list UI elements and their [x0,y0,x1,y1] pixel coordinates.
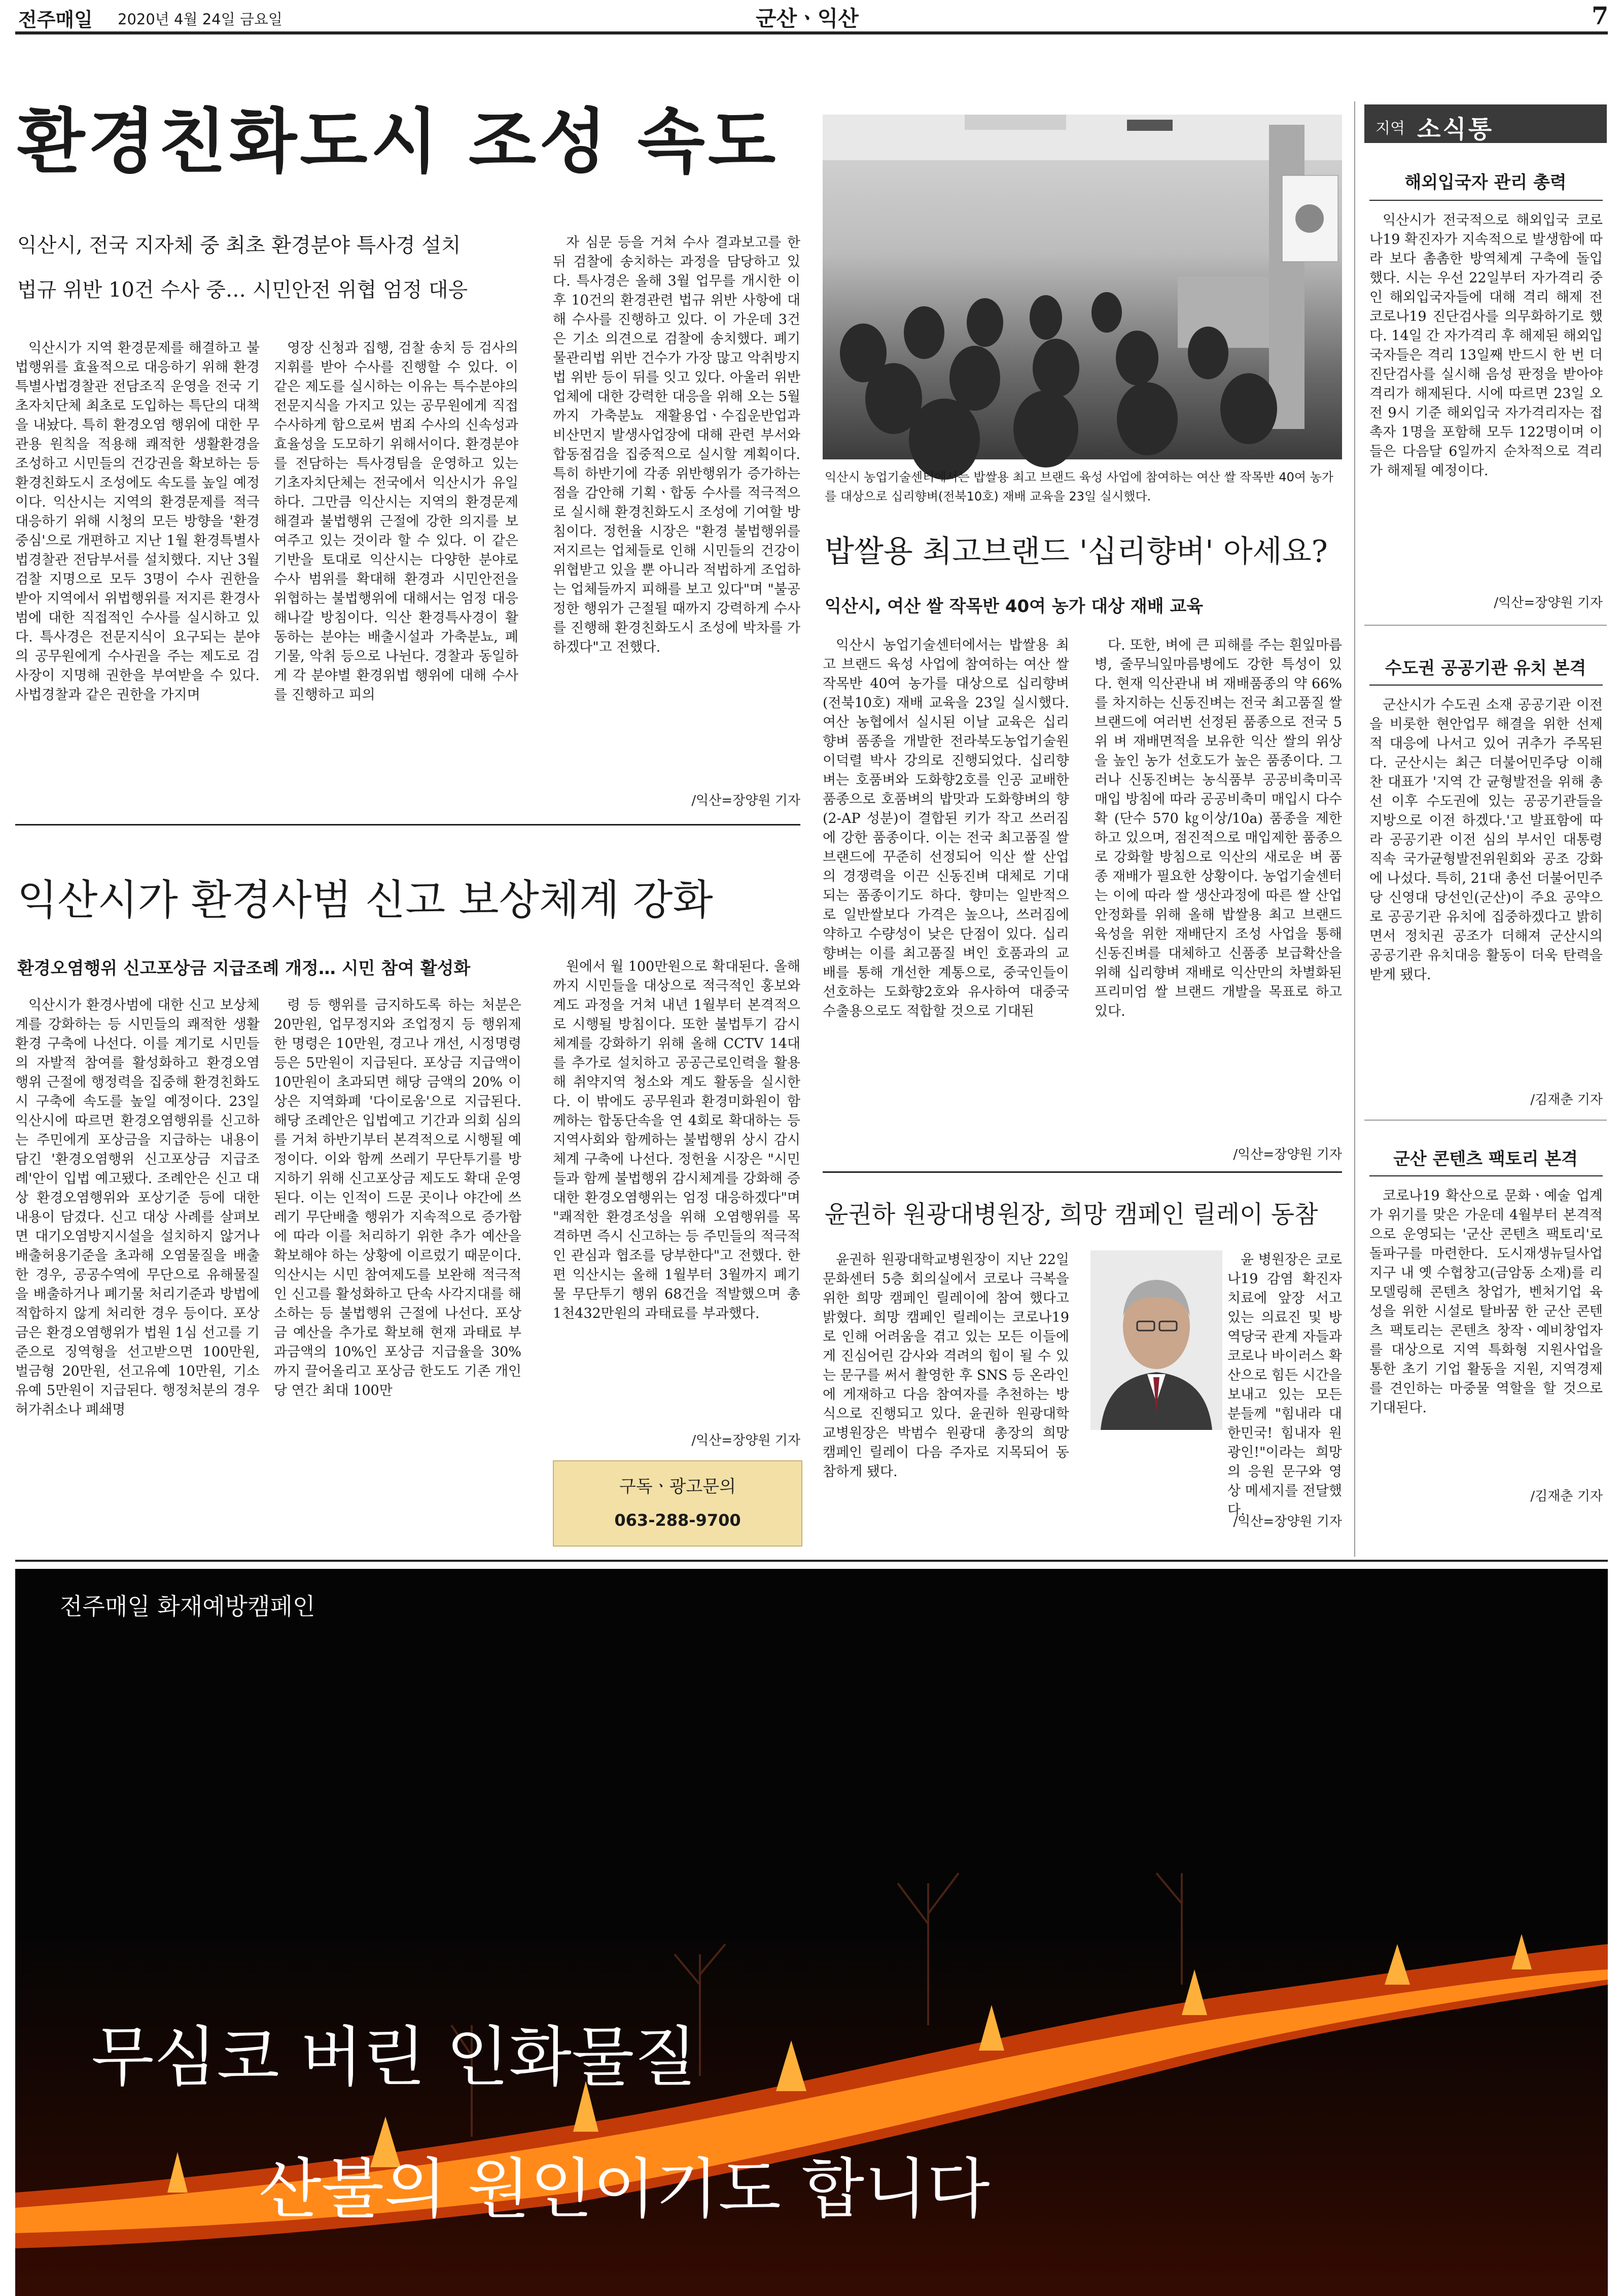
article1-text-2: 영장 신청과 집행, 검찰 송치 등 검사의 지휘를 받아 수사를 진행할 수 있다. 이 같은 제도를 실시하는 이유는 특수분야의 전문지식을 가지고 있는 공무원에게 직접 수사하게 함으로써 범죄 수사의 신속성과 효율성을 도모하기 위해서이다. 환경분야를 전담하는 특사경팀을 운영하고 있는 기초자치단체는 전국에서 익산시가 유일하다. 그만큼 익산시는 지역의 환경문제 해결과 불법행위 근절에 강한 의지를 보여주고 있는 것이라 할 수 있다. 이 같은 기반을 토대로 익산시는 다양한 분야로 수사 범위를 확대해 환경과 시민안전을 위협하는 불법행위에 대해서는 엄정 대응해나갈 방침이다. 익산 환경특사경이 활동하는 분야는 배출시설과 가축분뇨, 폐기물, 악취 등으로 나뉜다. 경찰과 동일하게 각 분야별 환경위법 행위에 대해 수사를 진행하고 피의 [274,340,518,703]
sidebar-kicker: 지역 [1376,120,1405,137]
article1-bottom-rule [15,824,800,826]
article3-column-2 [274,996,521,1560]
article2-subheadline: 익산시, 여산 쌀 작목반 40여 농가 대상 재배 교육 [825,596,1204,617]
sidebar-item-2-headline: 수도권 공공기관 유치 본격 [1385,658,1586,678]
article4-text-1: 윤권하 원광대학교병원장이 지난 22일 문화센터 5층 회의실에서 코로나 극복을 위한 희망 캠페인 릴레이에 참여 했다고 밝혔다. 희망 캠페인 릴레이는 코로나19로 인해 어려움을 겪고 있는 모든 이들에게 진심어린 감사와 격려의 힘이 될 수 있는 문구를 써서 촬영한 후 SNS 등 온라인에 게재하고 다음 참여자를 추천하는 방식으로 진행되고 있다. 윤권하 원광대학교병원장은 박범수 원광대 총장의 희망 캠페인 릴레이 다음 주자로 지목되어 동참하게 됐다. [823,1252,1069,1480]
article1-column-2 [274,339,518,815]
masthead-section: 군산ㆍ익산 [756,6,859,31]
article3-subheadline: 환경오염행위 신고포상금 지급조례 개정… 시민 참여 활성화 [17,958,471,979]
article3-headline: 익산시가 환경사범 신고 보상체계 강화 [17,876,713,924]
article1-text-3: 자 심문 등을 거쳐 수사 결과보고를 한 뒤 검찰에 송치하는 과정을 담당하고 있다. 특사경은 올해 3월 업무를 개시한 이후 10건의 환경관련 법규 위반 사항에 대해 수사를 진행하고 있다. 이 가운데 3건은 기소 의견으로 검찰에 송치했다. 폐기물관리법 위반 건수가 가장 많고 악취방지법 위반 등이 뒤를 잇고 있다. 아울러 위반 업체에 대한 강력한 대응을 위해 오는 5월까지 가축분뇨 재활용업ㆍ수집운반업과 비산먼지 발생사업장에 대해 관련 부서와 합동점검을 집중적으로 실시할 계획이다. 특히 하반기에 각종 위반행위가 증가하는 점을 감안해 기획ㆍ합동 수사를 적극적으로 실시해 환경친화도시 조성에 기여할 방침이다. 정헌율 시장은 "환경 불법행위를 저지르는 업체들로 인해 시민들의 건강이 위협받고 있을 뿐 아니라 적법하게 조업하는 업체들까지 피해를 보고 있다"며 "불공정한 행위가 근절될 때까지 강력하게 수사를 진행해 환경친화도시 조성에 박차를 가하겠다"고 전했다. [553,235,800,655]
sidebar-item-3-body [1369,1187,1603,1501]
article2-bottom-rule [823,1171,1342,1173]
article1-subheadline-1: 익산시, 전국 지자체 중 최초 환경분야 특사경 설치 [17,234,461,257]
article2-text-2: 다. 또한, 벼에 큰 피해를 주는 흰잎마름병, 줄무늬잎마름병에도 강한 특성이 있다. 현재 익산관내 벼 재배품종의 약 66%를 차지하는 신동진벼는 전국 최고품질 쌀 브랜드에 여러번 선정된 품종으로 전국 5위 벼 재배면적을 보유한 익산 쌀의 위상을 높인 농가 선호도가 높은 품종이다. 그러나 신동진벼는 농식품부 공공비축미곡 매입 방침에 따라 공공비축미 매입시 다수확 (단수 570 ㎏이상/10a) 품종을 제한하고 있으며, 점진적으로 매입제한 품종으로 강화할 방침으로 익산의 새로운 벼 품종 재배가 필요한 상황이다. 농업기술센터는 이에 따라 쌀 생산과정에 따른 쌀 산업 안정화를 위해 올해 밥쌀용 최고 브랜드 육성을 위한 재배단지 조성 사업을 통해 신동진벼를 대체하고 신품종 보급확산을 위해 십리향벼 재배로 익산만의 차별화된 프리미엄 쌀 브랜드 개발을 목표로 하고 있다. [1095,637,1342,1019]
sidebar-divider [1354,101,1355,1557]
sidebar-item-2-text: 군산시가 수도권 소재 공공기관 이전을 비롯한 현안업무 해결을 위한 선제적 대응에 나서고 있어 귀추가 주목된다. 군산시는 최근 더불어민주당 이해찬 대표가 '지역 간 균형발전을 위해 총선 이후 수도권에 있는 공공기관들을 지방으로 이전 하겠다.'고 발표함에 따라 공공기관 이전 심의 부서인 대통령직속 국가균형발전위원회와 공조 강화에 나섰다. 특히, 21대 총선 더불어민주당 신영대 당선인(군산)이 주요 공약으로 공공기관 유치에 집중하겠다고 밝히면서 정치권 공조가 더해져 군산시의 공공기관 유치대응 활동이 더욱 탄력을 받게 됐다. [1369,697,1603,983]
article2-column-2 [1095,636,1342,1143]
sidebar-item-2-byline: /김재춘 기자 [1530,1092,1603,1107]
sidebar-item-3-text: 코로나19 확산으로 문화ㆍ예술 업계가 위기를 맞은 가운데 4월부터 본격적으로 운영되는 '군산 콘텐츠 팩토리'로 돌파구를 마련한다. 도시재생뉴딜사업 지구 내 옛 수협창고(금암동 소재)를 리모델링해 콘텐츠 창업가, 벤처기업 육성을 위한 시설로 탈바꿈 한 군산 콘텐츠 팩토리는 콘텐츠 창작ㆍ예비창업자를 대상으로 지역 특화형 지원사업을 통한 초기 기업 활동을 지원, 지역경제를 견인하는 마중물 역할을 할 것으로 기대된다. [1369,1188,1603,1416]
article3-column-3 [553,957,800,1444]
article3-text-3: 원에서 월 100만원으로 확대된다. 올해까지 시민들을 대상으로 적극적인 홍보와 계도 과정을 거쳐 내년 1월부터 본격적으로 시행될 방침이다. 또한 불법투기 감시체계를 강화하기 위해 올해 CCTV 14대를 추가로 설치하고 공공근로인력을 활용해 취약지역 청소와 계도 활동을 실시한다. 이 밖에도 공무원과 환경미화원이 함께하는 합동단속을 연 4회로 확대하는 등 지역사회와 함께하는 불법행위 상시 감시체계 구축에 나선다. 정헌율 시장은 "시민들과 함께 불법행위 감시체계를 강화해 증대한 환경오염행위는 엄정 대응하겠다"며 "쾌적한 환경조성을 위해 오염행위를 목격하면 즉시 신고하는 등 주민들의 적극적인 관심과 협조를 당부한다"고 전했다. 한편 익산시는 올해 1월부터 3월까지 폐기물 무단투기 행위 68건을 적발했으며 총 1천432만원의 과태료를 부과했다. [553,959,800,1321]
sidebar-item-2-body [1369,696,1603,1096]
article4-column-1 [823,1250,1069,1534]
article3-text-2: 령 등 행위를 금지하도록 하는 처분은 20만원, 업무정지와 조업정지 등 행위제한 명령은 10만원, 경고나 개선, 시정명령 등은 5만원이 지급된다. 포상금 지급액이 10만원이 초과되면 해당 금액의 20% 이상은 지역화폐 '다이로움'으로 지급된다. 해당 조례안은 입법예고 기간과 의회 심의를 거쳐 하반기부터 본격적으로 시행될 예정이다. 이와 함께 쓰레기 무단투기를 방지하기 위해 신고포상금 제도도 확대 운영된다. 이는 인적이 드문 곳이나 야간에 쓰레기 무단배출 행위가 지속적으로 증가함에 따라 이를 처리하기 위한 추가 예산을 확보해야 하는 상황에 이르렀기 때문이다. 익산시는 시민 참여제도를 보완해 적극적인 신고를 활성화하고 단속 사각지대를 해소하는 등 불법행위 근절에 나선다. 포상금 예산을 추가로 확보해 현재 과태료 부과금액의 10%인 포상금 지급율을 30%까지 끌어올리고 포상금 한도도 기존 개인 당 연간 최대 100만 [274,997,521,1398]
article1-column-3 [553,233,800,806]
sidebar-item-3-byline: /김재춘 기자 [1530,1489,1603,1504]
fire-campaign-line-2: 산불의 원인이기도 합니다 [259,2151,990,2227]
fire-campaign-banner [15,1569,1608,2296]
article1-subheadline-2: 법규 위반 10건 수사 중… 시민안전 위협 엄정 대응 [17,278,468,302]
article3-text-1: 익산시가 환경사범에 대한 신고 보상체계를 강화하는 등 시민들의 쾌적한 생활환경 구축에 나선다. 이를 계기로 시민들의 자발적 참여를 활성화하고 환경오염 행위 근절에 행정력을 집중해 환경친화도시 구축에 속도를 높일 예정이다. 23일 익산시에 따르면 환경오염행위를 신고하는 주민에게 포상금을 지급하는 내용이 담긴 '환경오염행위 신고포상금 지급조례'안이 입법 예고됐다. 조례안은 신고 대상 환경오염행위와 포상기준 등에 대한 내용이 담겼다. 신고 대상 사례를 살펴보면 대기오염방지시설을 설치하지 않거나 배출허용기준을 초과해 오염물질을 배출한 경우, 공공수역에 무단으로 유해물질을 배출하거나 폐기물 처리기준과 방법에 적합하지 않게 처리한 경우 등이다. 포상금은 환경오염행위가 법원 1심 선고를 기준으로 징역형을 선고받으면 100만원, 벌금형 20만원, 선고유예 10만원, 기소유예 5만원이 지급된다. 행정처분의 경우 허가취소나 폐쇄명 [15,997,260,1418]
article1-byline: /익산=장양원 기자 [691,793,800,808]
sidebar-item-3-headline: 군산 콘텐츠 팩토리 본격 [1393,1149,1578,1169]
subscription-phone: 063-288-9700 [614,1511,741,1530]
fire-campaign-line-1: 무심코 버린 인화물질 [91,2020,697,2095]
masthead-page-number: 7 [1592,2,1609,30]
article2-column-1 [823,636,1069,1143]
article2-headline: 밥쌀용 최고브랜드 '십리향벼' 아세요? [825,534,1328,569]
article1-headline: 환경친화도시 조성 속도 [17,101,779,183]
sidebar-item-2-rule [1369,685,1603,686]
lecture-photo [823,115,1342,459]
article3-column-1 [15,996,260,1560]
fire-campaign-label: 전주매일 화재예방캠페인 [60,1593,315,1620]
sidebar-item-1-text: 익산시가 전국적으로 해외입국 코로나19 확진자가 지속적으로 발생함에 따라 보다 촘촘한 방역체계 구축에 돌입했다. 시는 우선 22일부터 자가격리 중인 해외입국자들에 대해 격리 해제 전 코로나19 진단검사를 의무화하기로 했다. 14일 간 자가격리 후 해제된 해외입국자들은 격리 13일째 반드시 한 번 더 진단검사를 실시해 음성 판정을 받아야 격리가 해제된다. 시에 따르면 23일 오전 9시 기준 해외입국 자가격리자는 접촉자 1명을 포함해 모두 122명이며 이들은 다음달 6일까지 순차적으로 격리가 해제될 예정이다. [1369,212,1603,479]
article4-column-2 [1227,1250,1342,1518]
sidebar-item-3-rule [1369,1175,1603,1176]
sidebar-item-1-body [1369,211,1603,586]
article4-byline: /익산=장양원 기자 [1233,1514,1342,1529]
sidebar-item-1-rule [1369,200,1603,201]
article2-text-1: 익산시 농업기술센터에서는 밥쌀용 최고 브랜드 육성 사업에 참여하는 여산 쌀 작목반 40여 농가를 대상으로 십리향벼(전북10호) 재배 교육을 23일 실시했다. 여산 농협에서 실시된 이날 교육은 십리향벼 품종을 개발한 전라북도농업기술원 이덕렬 박사 강의로 진행되었다. 십리향벼는 호품벼와 도화향2호를 인공 교배한 품종으로 호품벼의 밥맛과 도화향벼의 향(2-AP 성분)이 결합된 키가 작고 쓰러짐에 강한 품종이다. 이는 전국 최고품질 쌀 브랜드에 꾸준히 선정되어 익산 쌀 산업의 경쟁력을 이끈 신동진벼 대체로 기대되는 품종이기도 하다. 향미는 일반적으로 일반쌀보다 가격은 높으나, 쓰러짐에 약하고 수량성이 낮은 단점이 있다. 십리향벼는 이를 최고품질 벼인 호품과의 교배를 통해 개선한 계통으로, 중국인들이 선호하는 도화향2호와 유사하여 대중국 수출용으로도 적합할 것으로 기대된 [823,637,1069,1019]
sidebar-header [1364,104,1607,143]
article1-column-1 [15,339,260,815]
lecture-photo-caption: 익산시 농업기술센터에서는 밥쌀용 최고 브랜드 육성 사업에 참여하는 여산 쌀 작목반 40여 농가를 대상으로 십리향벼(전북10호) 재배 교육을 23일 실시했다. [825,470,1334,504]
masthead-paper: 전주매일 [18,9,93,31]
article3-byline: /익산=장양원 기자 [691,1433,800,1448]
page-bottom-rule [15,1560,1608,1562]
article1-text-1: 익산시가 지역 환경문제를 해결하고 불법행위를 효율적으로 대응하기 위해 환경 특별사법경찰관 전담조직 운영을 전국 기초자치단체 최초로 도입하는 특단의 대책을 내놨다. 특히 환경오염 행위에 대한 무관용 원칙을 적용해 쾌적한 생활환경을 조성하고 시민들의 건강권을 확보하는 등 환경친화도시 조성에도 속도를 높일 예정이다. 익산시는 지역의 환경문제를 적극 대응하기 위해 시청의 모든 방향을 '환경중심'으로 개편하고 지난 1월 환경특별사법경찰관 전담부서를 설치했다. 지난 3월 검찰 지명으로 모두 3명이 수사 권한을 받아 지역에서 위법행위를 저지른 환경사범에 대한 직접적인 수사를 실시하고 있다. 특사경은 전문지식이 요구되는 분야의 공무원에게 수사권을 주는 제도로 검사장이 지명해 권한을 부여받을 수 있다. 사법경찰과 같은 권한을 가지며 [15,340,260,703]
sidebar-item-1-headline: 해외입국자 관리 총력 [1404,172,1567,193]
sidebar-item-1-bottom-rule [1364,625,1607,626]
portrait-photo [1090,1250,1222,1430]
masthead-rule [15,31,1608,34]
subscription-box [553,1460,802,1547]
article4-text-2: 윤 병원장은 코로나19 감염 확진자 치료에 앞장 서고 있는 의료진 및 방역당국 관계 자들과 코로나 바이러스 확산으로 힘든 시간을 보내고 있는 모든 분들께 "힘내라 대한민국! 힘내자 원광인!"이라는 희망의 응원 문구와 영상 메세지를 전달했다. [1227,1252,1342,1518]
masthead-date: 2020년 4월 24일 금요일 [118,11,283,28]
article2-byline: /익산=장양원 기자 [1233,1147,1342,1162]
sidebar-item-2-bottom-rule [1364,1120,1607,1121]
subscription-label: 구독ㆍ광고문의 [619,1477,736,1497]
article4-headline: 윤권하 원광대병원장, 희망 캠페인 릴레이 동참 [825,1200,1318,1229]
sidebar-item-1-byline: /익산=장양원 기자 [1494,595,1603,611]
sidebar-title: 소식통 [1417,115,1494,144]
